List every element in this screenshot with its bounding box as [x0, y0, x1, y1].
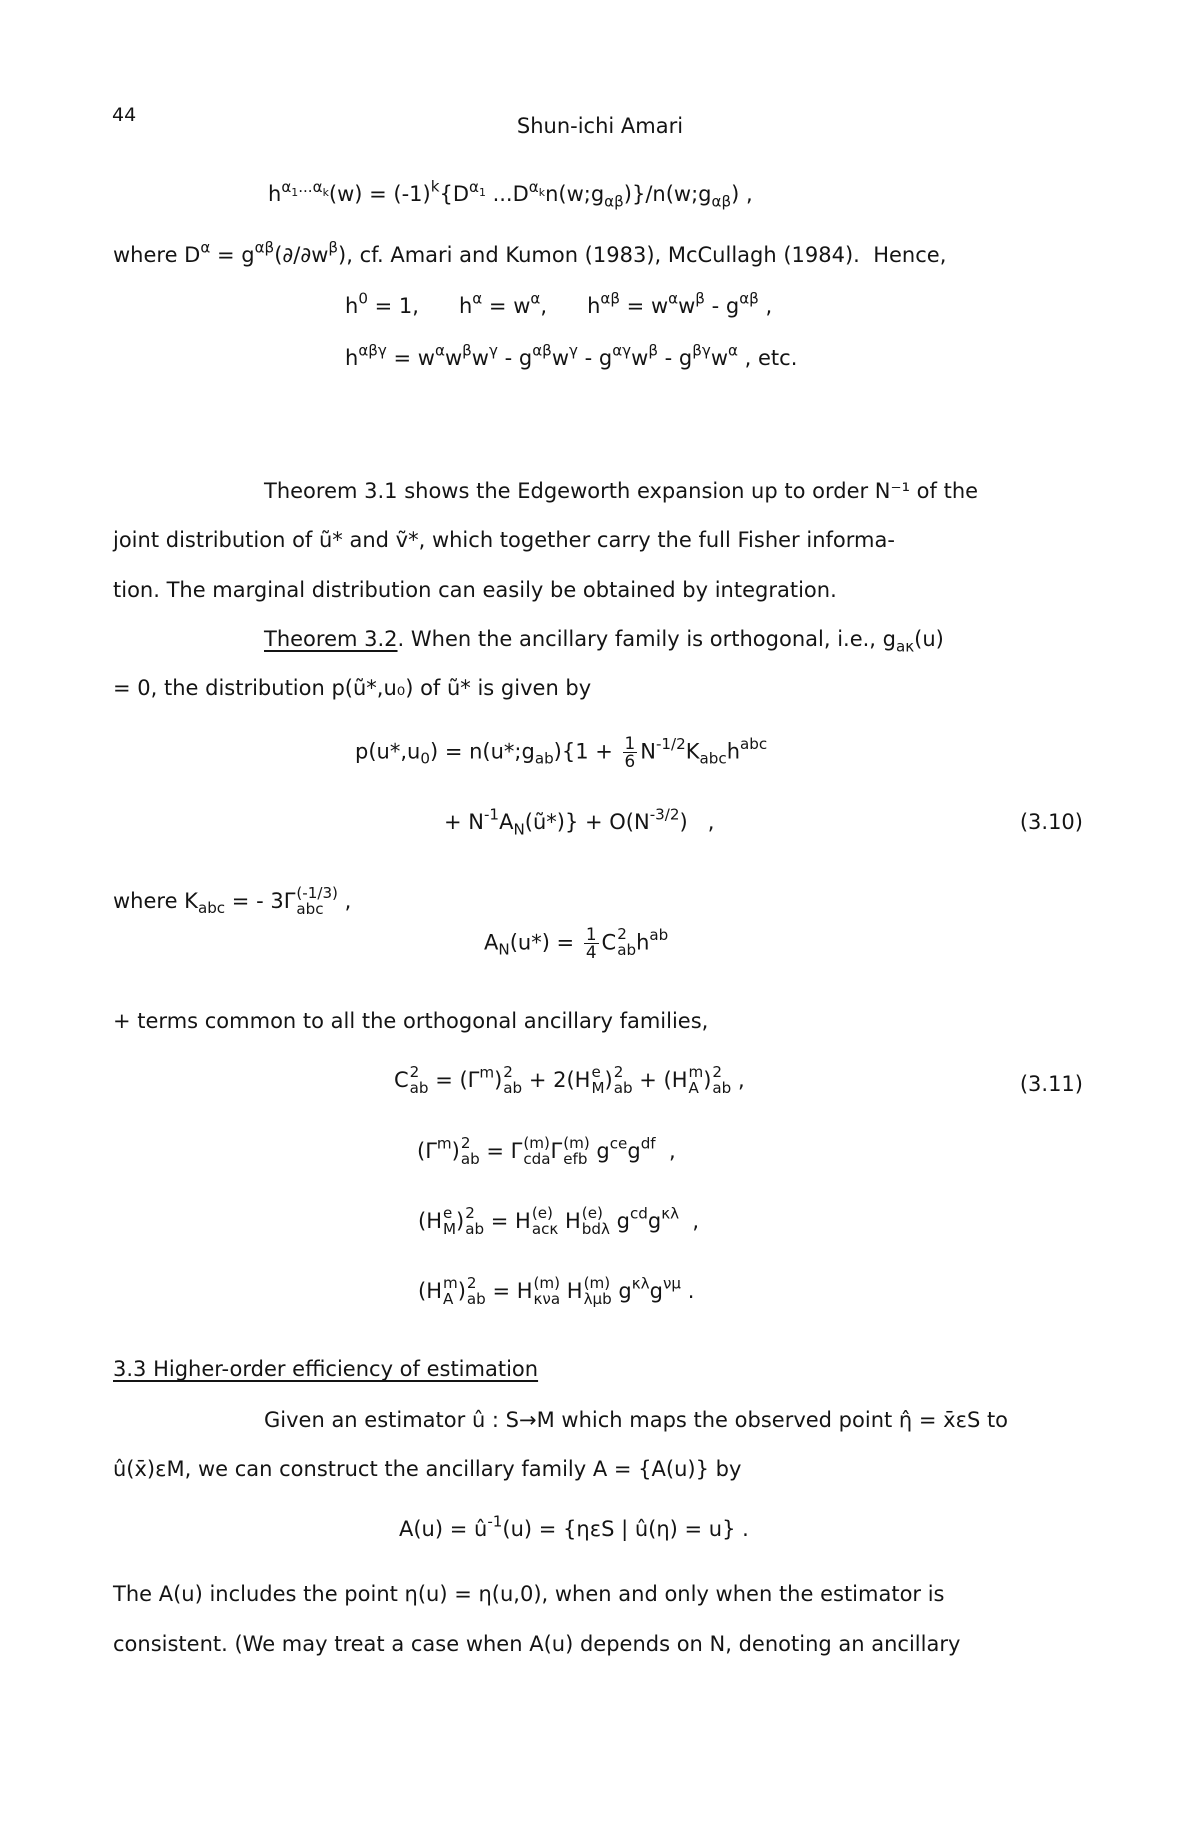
theorem31-line-1: Theorem 3.1 shows the Edgeworth expansion up to order N⁻¹ of the	[264, 479, 979, 503]
equation-hermite-low: $h^0 = 1$, $h^\alpha = w^\alpha$, $h^{\alpha\beta} = w^\alpha w^\beta - g^{\alpha\beta}$ ,	[345, 289, 773, 318]
equation-HM2: (H e M ) 2 ab = H (e) acκ H (e) bdλ $g^{cd}g^{\kappa\lambda}$ ,	[418, 1204, 700, 1238]
equation-density: $p(u*,u_0)$ = $n(u*;g_{ab})\{1$ + $\frac{1}{6}$ $N^{-1/2}K_{abc}h^{abc}$	[355, 733, 768, 771]
equation-hermite: $h^{\alpha_1...\alpha_k}(w) = (-1)^k\{D^{\alpha_1}$ $...D^{\alpha_k}n(w;g_{\alpha\beta})\}/n(w;g_{\alpha\beta})$ ,	[268, 177, 753, 211]
estimator-line-1: Given an estimator û : S→M which maps the observed point η̂ = x̄εS to	[264, 1408, 1009, 1432]
theorem31-line-2: joint distribution of ũ* and ṽ*, which together carry the full Fisher informa-	[113, 528, 895, 552]
equation-HA2: (H m A ) 2 ab = H (m) κνa H (m) λμb $g^{\kappa\lambda}g^{\nu\mu}$ .	[418, 1274, 695, 1308]
final-line-2: consistent. (We may treat a case when A(u) depends on N, denoting an ancillary	[113, 1632, 961, 1656]
equation-AN: $A_N(u*)$ = $\frac{1}{4}$ C 2 ab $h^{ab}$	[484, 924, 669, 962]
page-number: 44	[112, 104, 137, 126]
equation-number-310: (3.10)	[1019, 810, 1083, 834]
section-heading: 3.3 Higher-order efficiency of estimation	[113, 1357, 539, 1381]
terms-common-line: + terms common to all the orthogonal ancillary families,	[113, 1009, 709, 1033]
equation-number-311: (3.11)	[1019, 1072, 1083, 1096]
final-line-1: The A(u) includes the point η(u) = η(u,0), when and only when the estimator is	[113, 1582, 945, 1606]
theorem32-label: Theorem 3.2	[264, 627, 398, 651]
where-K-line: where $K_{abc}$ = - 3Γ (-1/3) abc ,	[113, 884, 352, 918]
estimator-line-2: û(x̄)εM, we can construct the ancillary family A = {A(u)} by	[113, 1457, 742, 1481]
theorem32-line-2: = 0, the distribution p(ũ*,u₀) of ũ* is given by	[113, 676, 592, 700]
equation-hermite-3: $h^{\alpha\beta\gamma} = w^\alpha w^\beta w^\gamma - g^{\alpha\beta}w^\gamma - g^{\alpha\gamma}w^\beta - g^{\beta\gamma}w^\alpha$ , etc.	[345, 341, 798, 370]
theorem31-line-3: tion. The marginal distribution can easily be obtained by integration.	[113, 578, 837, 602]
running-head: Shun-ichi Amari	[516, 114, 684, 138]
equation-density-cont: + $N^{-1}A_N(ũ*)\} + O(N^{-3/2})$ ,	[444, 805, 715, 839]
equation-Gamma2: $(\Gamma^m)$ 2 ab = Γ (m) cda Γ (m) efb $g^{ce}g^{df}$ ,	[417, 1134, 676, 1168]
where-D-line: where $D^\alpha = g^{\alpha\beta}(\partial/\partial w^\beta)$, cf. Amari and Kumon (1983), McCullagh (1984). Hence,	[113, 238, 947, 267]
equation-C2: C 2 ab = $(\Gamma^m)$ 2 ab + 2(H e M ) 2 ab + (H m A ) 2 ab ,	[394, 1063, 745, 1097]
equation-A-of-u: $A(u) = û^{-1}(u) = \{\eta\varepsilon S$ | û(η) = u} .	[399, 1512, 749, 1541]
theorem32-line-1: Theorem 3.2. When the ancillary family is orthogonal, i.e., $g_{a\kappa}(u)$	[264, 627, 944, 656]
